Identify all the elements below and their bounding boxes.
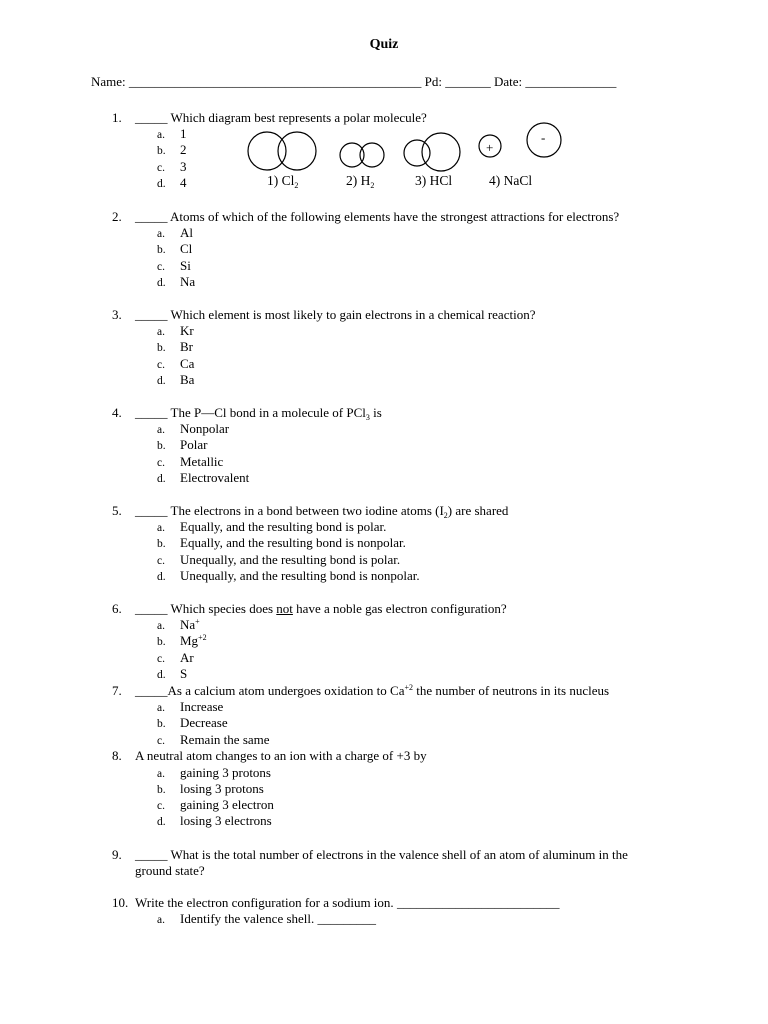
choice-letter: b. bbox=[157, 718, 166, 730]
choice-letter: b. bbox=[157, 244, 166, 256]
cl-atom-right-circle bbox=[278, 132, 316, 170]
choice-text: gaining 3 protons bbox=[180, 765, 271, 780]
choice-letter: a. bbox=[157, 620, 165, 632]
choice-text: Kr bbox=[180, 323, 194, 338]
question-prompt: Which diagram best represents a polar molecule? bbox=[170, 110, 427, 125]
choice-text: Na bbox=[180, 274, 196, 289]
choice-text: Br bbox=[180, 339, 193, 354]
question-text: _____As a calcium atom undergoes oxidation to $Ca^{+2}$ the number of neutrons in its nucleus bbox=[135, 683, 610, 698]
question-number: 9. bbox=[112, 847, 122, 862]
choice-letter: d. bbox=[157, 816, 166, 828]
choice-letter: b. bbox=[157, 784, 166, 796]
choice-letter: c. bbox=[157, 162, 165, 174]
cl-atom-left-circle bbox=[248, 132, 286, 170]
pd-label: Pd: bbox=[424, 74, 442, 89]
choice-text: Equally, and the resulting bond is polar. bbox=[180, 519, 387, 534]
choice-letter: d. bbox=[157, 571, 166, 583]
answer-blank[interactable]: _____ bbox=[135, 307, 168, 322]
choice-letter: a. bbox=[157, 326, 165, 338]
choice-letter: a. bbox=[157, 702, 165, 714]
choice-letter: c. bbox=[157, 261, 165, 273]
diagram-label-2: 2) $H_2$ bbox=[346, 173, 375, 190]
choice-text: $Mg^{+2}$ bbox=[180, 633, 207, 648]
choice-text: Unequally, and the resulting bond is nonpolar. bbox=[180, 568, 420, 583]
question-text: _____ The electrons in a bond between two iodine atoms $(I_2)$ are shared bbox=[135, 503, 509, 520]
choice-text: Metallic bbox=[180, 454, 224, 469]
question-prompt: Which element is most likely to gain electrons in a chemical reaction? bbox=[170, 307, 536, 322]
minus-sign: - bbox=[541, 130, 546, 145]
choice-letter: b. bbox=[157, 440, 166, 452]
question-prompt: Write the electron configuration for a sodium ion. bbox=[135, 895, 394, 910]
question-number: 5. bbox=[112, 503, 122, 518]
choice-letter: c. bbox=[157, 555, 165, 567]
question-prompt: What is the total number of electrons in the valence shell of an atom of aluminum in the ground state? bbox=[135, 847, 628, 878]
choice-text: Ar bbox=[180, 650, 194, 665]
name-label: Name: bbox=[91, 74, 126, 89]
date-blank[interactable]: ______________ bbox=[525, 74, 617, 89]
choice-text: S bbox=[180, 666, 188, 681]
question-number: 6. bbox=[112, 601, 122, 616]
pd-blank[interactable]: _______ bbox=[445, 74, 491, 89]
plus-sign: + bbox=[486, 140, 494, 155]
choice-letter: a. bbox=[157, 914, 165, 926]
answer-blank[interactable]: _____ bbox=[135, 683, 168, 698]
question-number: 3. bbox=[112, 307, 122, 322]
question-number: 4. bbox=[112, 405, 122, 420]
choice-letter: c. bbox=[157, 653, 165, 665]
answer-blank[interactable]: _____ bbox=[135, 110, 168, 125]
answer-blank[interactable]: _____ bbox=[135, 405, 168, 420]
choice-letter: d. bbox=[157, 375, 166, 387]
choice-letter: b. bbox=[157, 145, 166, 157]
answer-blank[interactable]: _____ bbox=[135, 209, 168, 224]
choice-text: Nonpolar bbox=[180, 421, 230, 436]
choice-text: Equally, and the resulting bond is nonpolar. bbox=[180, 535, 406, 550]
choice-text: Increase bbox=[180, 699, 224, 714]
choice-letter: c. bbox=[157, 359, 165, 371]
choice-letter: a. bbox=[157, 228, 165, 240]
answer-blank[interactable]: _________ bbox=[317, 911, 377, 926]
question-text: _____ The P—Cl bond in a molecule of PCl$_3$ is bbox=[135, 405, 382, 422]
answer-blank[interactable]: _____ bbox=[135, 601, 168, 616]
choice-letter: c. bbox=[157, 457, 165, 469]
sub-question-text: Identify the valence shell. _________ bbox=[180, 911, 377, 926]
choice-text: Polar bbox=[180, 437, 208, 452]
choice-text: gaining 3 electron bbox=[180, 797, 274, 812]
h-atom-circle bbox=[404, 140, 430, 166]
choice-text: Al bbox=[180, 225, 193, 240]
choice-text: 1 bbox=[180, 126, 187, 141]
choice-letter: c. bbox=[157, 800, 165, 812]
choice-letter: a. bbox=[157, 522, 165, 534]
name-blank[interactable]: _____________________________________________ bbox=[128, 74, 422, 89]
choice-text: losing 3 protons bbox=[180, 781, 264, 796]
question-prompt: Atoms of which of the following elements have the strongest attractions for electrons? bbox=[170, 209, 620, 224]
choice-text: 3 bbox=[180, 159, 187, 174]
choice-letter: d. bbox=[157, 669, 166, 681]
choice-letter: d. bbox=[157, 473, 166, 485]
choice-text: Remain the same bbox=[180, 732, 270, 747]
answer-blank[interactable]: _________________________ bbox=[396, 895, 560, 910]
answer-blank[interactable]: _____ bbox=[135, 503, 168, 518]
choice-text: Decrease bbox=[180, 715, 228, 730]
choice-text: Si bbox=[180, 258, 191, 273]
choice-text: losing 3 electrons bbox=[180, 813, 272, 828]
date-label: Date: bbox=[494, 74, 523, 89]
diagram-label-3: 3) HCl bbox=[415, 173, 453, 188]
question-number: 8. bbox=[112, 748, 122, 763]
choice-text: Unequally, and the resulting bond is polar. bbox=[180, 552, 401, 567]
answer-blank[interactable]: _____ bbox=[135, 847, 168, 862]
page-title: Quiz bbox=[369, 37, 399, 52]
choice-text: Ca bbox=[180, 356, 195, 371]
choice-letter: d. bbox=[157, 178, 166, 190]
choice-text: Electrovalent bbox=[180, 470, 250, 485]
question-text bbox=[135, 895, 559, 911]
choice-letter: a. bbox=[157, 424, 165, 436]
choice-letter: b. bbox=[157, 538, 166, 550]
choice-letter: d. bbox=[157, 277, 166, 289]
choice-letter: a. bbox=[157, 129, 165, 141]
cl-atom-circle bbox=[422, 133, 460, 171]
question-text bbox=[135, 847, 660, 879]
question-number: 10. bbox=[112, 895, 129, 910]
question-prompt: A neutral atom changes to an ion with a charge of +3 by bbox=[135, 748, 427, 763]
diagram-label-1: 1) $Cl_2$ bbox=[267, 173, 299, 190]
question-text bbox=[135, 307, 535, 323]
question-number: 2. bbox=[112, 209, 122, 224]
choice-text: 2 bbox=[180, 142, 187, 157]
choice-letter: c. bbox=[157, 735, 165, 747]
question-number: 1. bbox=[112, 110, 122, 125]
question-number: 7. bbox=[112, 683, 122, 698]
choice-letter: b. bbox=[157, 636, 166, 648]
question-text bbox=[135, 209, 619, 225]
choice-text: Cl bbox=[180, 241, 193, 256]
diagram-label-4: 4) NaCl bbox=[489, 173, 533, 188]
choice-text: 4 bbox=[180, 175, 187, 190]
choice-text: Na+ bbox=[180, 617, 200, 632]
choice-text: Ba bbox=[180, 372, 195, 387]
question-text: _____ Which species does not have a noble gas electron configuration? bbox=[135, 601, 507, 616]
choice-letter: b. bbox=[157, 342, 166, 354]
choice-letter: a. bbox=[157, 768, 165, 780]
